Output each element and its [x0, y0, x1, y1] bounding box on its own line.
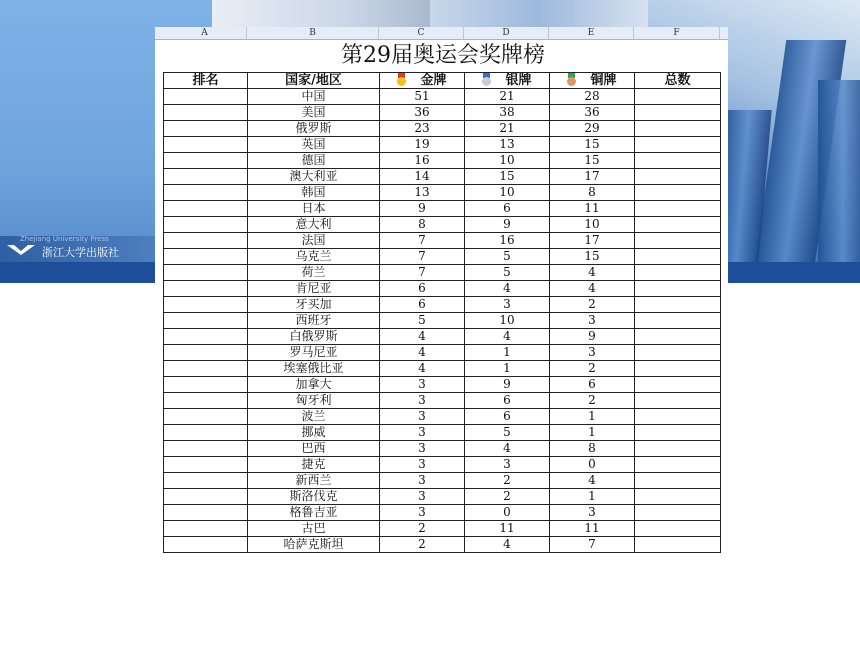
gold-cell[interactable]: 3: [380, 473, 465, 489]
total-cell[interactable]: [635, 313, 721, 329]
table-header-row: [164, 73, 721, 89]
silver-cell[interactable]: 11: [465, 521, 550, 537]
bronze-cell[interactable]: 11: [550, 521, 635, 537]
table-row: [164, 329, 721, 345]
table-row: [164, 489, 721, 505]
total-cell[interactable]: [635, 265, 721, 281]
rank-cell[interactable]: [164, 217, 248, 233]
medal-disc: [482, 77, 491, 86]
country-cell[interactable]: 哈萨克斯坦: [248, 537, 380, 553]
country-cell[interactable]: 美国: [248, 105, 380, 121]
header-silver-cell[interactable]: [465, 73, 550, 89]
rank-cell[interactable]: [164, 265, 248, 281]
country-cell[interactable]: 白俄罗斯: [248, 329, 380, 345]
rank-cell[interactable]: [164, 489, 248, 505]
total-cell[interactable]: [635, 377, 721, 393]
gold-cell[interactable]: 9: [380, 201, 465, 217]
country-cell[interactable]: 罗马尼亚: [248, 345, 380, 361]
country-cell[interactable]: 意大利: [248, 217, 380, 233]
bronze-cell[interactable]: 1: [550, 489, 635, 505]
total-cell[interactable]: [635, 329, 721, 345]
silver-cell[interactable]: 5: [465, 425, 550, 441]
table-row: [164, 153, 721, 169]
table-row: [164, 473, 721, 489]
header-gold-cell[interactable]: [380, 73, 465, 89]
bronze-cell[interactable]: 28: [550, 89, 635, 105]
bronze-cell[interactable]: 10: [550, 217, 635, 233]
country-cell[interactable]: 乌克兰: [248, 249, 380, 265]
bronze-medal-icon: [567, 73, 576, 86]
gold-cell[interactable]: 3: [380, 441, 465, 457]
gold-cell[interactable]: 19: [380, 137, 465, 153]
table-row: [164, 377, 721, 393]
bronze-cell[interactable]: 1: [550, 409, 635, 425]
header-bronze: 铜牌: [590, 73, 617, 88]
rank-cell[interactable]: [164, 89, 248, 105]
table-row: [164, 233, 721, 249]
silver-cell[interactable]: 0: [465, 505, 550, 521]
silver-cell[interactable]: 4: [465, 281, 550, 297]
table-row: [164, 425, 721, 441]
silver-cell[interactable]: 6: [465, 201, 550, 217]
silver-cell[interactable]: 2: [465, 473, 550, 489]
gold-cell[interactable]: 4: [380, 329, 465, 345]
silver-cell[interactable]: 1: [465, 345, 550, 361]
table-row: [164, 185, 721, 201]
country-cell[interactable]: 斯洛伐克: [248, 489, 380, 505]
header-gold: 金牌: [420, 73, 447, 88]
rank-cell[interactable]: [164, 121, 248, 137]
press-logo-icon: [6, 243, 36, 257]
total-cell[interactable]: [635, 233, 721, 249]
silver-cell[interactable]: 10: [465, 153, 550, 169]
total-cell[interactable]: [635, 153, 721, 169]
bronze-cell[interactable]: 17: [550, 169, 635, 185]
country-cell[interactable]: 新西兰: [248, 473, 380, 489]
gold-cell[interactable]: 4: [380, 345, 465, 361]
bronze-cell[interactable]: 15: [550, 153, 635, 169]
rank-cell[interactable]: [164, 345, 248, 361]
total-cell[interactable]: [635, 521, 721, 537]
bronze-cell[interactable]: 1: [550, 425, 635, 441]
rank-cell[interactable]: [164, 105, 248, 121]
silver-cell[interactable]: 3: [465, 457, 550, 473]
rank-cell[interactable]: [164, 281, 248, 297]
country-cell[interactable]: 法国: [248, 233, 380, 249]
bronze-cell[interactable]: 36: [550, 105, 635, 121]
rank-cell[interactable]: [164, 185, 248, 201]
bronze-cell[interactable]: 2: [550, 297, 635, 313]
gold-cell[interactable]: 3: [380, 393, 465, 409]
column-header-b[interactable]: B: [247, 27, 379, 39]
country-cell[interactable]: 荷兰: [248, 265, 380, 281]
gold-cell[interactable]: 6: [380, 281, 465, 297]
silver-cell[interactable]: 1: [465, 361, 550, 377]
country-cell[interactable]: 巴西: [248, 441, 380, 457]
table-row: [164, 169, 721, 185]
bronze-cell[interactable]: 29: [550, 121, 635, 137]
table-row: [164, 409, 721, 425]
header-silver: 银牌: [505, 73, 532, 88]
total-cell[interactable]: [635, 169, 721, 185]
spreadsheet: [155, 27, 728, 585]
bronze-cell[interactable]: 3: [550, 345, 635, 361]
total-cell[interactable]: [635, 505, 721, 521]
total-cell[interactable]: [635, 201, 721, 217]
silver-cell[interactable]: 4: [465, 441, 550, 457]
total-cell[interactable]: [635, 105, 721, 121]
header-total[interactable]: 总数: [635, 73, 721, 89]
table-row: [164, 361, 721, 377]
rank-cell[interactable]: [164, 153, 248, 169]
table-row: [164, 393, 721, 409]
rank-cell[interactable]: [164, 169, 248, 185]
rank-cell[interactable]: [164, 393, 248, 409]
table-row: [164, 505, 721, 521]
rank-cell[interactable]: [164, 297, 248, 313]
rank-cell[interactable]: [164, 137, 248, 153]
bronze-cell[interactable]: 2: [550, 393, 635, 409]
bronze-cell[interactable]: 0: [550, 457, 635, 473]
gold-cell[interactable]: 2: [380, 537, 465, 553]
gold-cell[interactable]: 16: [380, 153, 465, 169]
table-row: [164, 201, 721, 217]
medal-disc: [397, 77, 406, 86]
header-photo: [212, 0, 430, 30]
country-cell[interactable]: 澳大利亚: [248, 169, 380, 185]
bronze-cell[interactable]: 4: [550, 473, 635, 489]
table-row: [164, 313, 721, 329]
silver-cell[interactable]: 4: [465, 537, 550, 553]
silver-cell[interactable]: 10: [465, 313, 550, 329]
rank-cell[interactable]: [164, 233, 248, 249]
table-row: [164, 281, 721, 297]
silver-cell[interactable]: 6: [465, 409, 550, 425]
country-cell[interactable]: 韩国: [248, 185, 380, 201]
country-cell[interactable]: 肯尼亚: [248, 281, 380, 297]
silver-cell[interactable]: 4: [465, 329, 550, 345]
silver-cell[interactable]: 38: [465, 105, 550, 121]
rank-cell[interactable]: [164, 473, 248, 489]
table-row: [164, 537, 721, 553]
column-header-d[interactable]: D: [464, 27, 549, 39]
silver-cell[interactable]: 16: [465, 233, 550, 249]
silver-cell[interactable]: 21: [465, 89, 550, 105]
table-row: [164, 521, 721, 537]
total-cell[interactable]: [635, 137, 721, 153]
silver-cell[interactable]: 13: [465, 137, 550, 153]
gold-cell[interactable]: 3: [380, 425, 465, 441]
gold-cell[interactable]: 7: [380, 233, 465, 249]
total-cell[interactable]: [635, 217, 721, 233]
table-row: [164, 297, 721, 313]
table-row: [164, 441, 721, 457]
gold-cell[interactable]: 3: [380, 457, 465, 473]
total-cell[interactable]: [635, 441, 721, 457]
total-cell[interactable]: [635, 281, 721, 297]
rank-cell[interactable]: [164, 505, 248, 521]
rank-cell[interactable]: [164, 537, 248, 553]
column-header-a[interactable]: A: [163, 27, 247, 39]
total-cell[interactable]: [635, 393, 721, 409]
total-cell[interactable]: [635, 489, 721, 505]
silver-cell[interactable]: 6: [465, 393, 550, 409]
gold-cell[interactable]: 13: [380, 185, 465, 201]
gold-cell[interactable]: 7: [380, 249, 465, 265]
rank-cell[interactable]: [164, 201, 248, 217]
gold-cell[interactable]: 7: [380, 265, 465, 281]
bronze-cell[interactable]: 7: [550, 537, 635, 553]
table-row: [164, 137, 721, 153]
total-cell[interactable]: [635, 121, 721, 137]
rank-cell[interactable]: [164, 313, 248, 329]
silver-cell[interactable]: 9: [465, 217, 550, 233]
country-cell[interactable]: 埃塞俄比亚: [248, 361, 380, 377]
country-cell[interactable]: 西班牙: [248, 313, 380, 329]
bronze-cell[interactable]: 4: [550, 265, 635, 281]
table-row: [164, 105, 721, 121]
total-cell[interactable]: [635, 473, 721, 489]
header-photo: [430, 0, 648, 30]
rank-cell[interactable]: [164, 425, 248, 441]
table-row: [164, 265, 721, 281]
total-cell[interactable]: [635, 185, 721, 201]
country-cell[interactable]: 捷克: [248, 457, 380, 473]
gold-cell[interactable]: 51: [380, 89, 465, 105]
gold-cell[interactable]: 3: [380, 377, 465, 393]
bronze-cell[interactable]: 6: [550, 377, 635, 393]
table-row: [164, 89, 721, 105]
bronze-cell[interactable]: 9: [550, 329, 635, 345]
gold-cell[interactable]: 6: [380, 297, 465, 313]
silver-cell[interactable]: 9: [465, 377, 550, 393]
gold-cell[interactable]: 2: [380, 521, 465, 537]
gold-cell[interactable]: 36: [380, 105, 465, 121]
total-cell[interactable]: [635, 89, 721, 105]
silver-cell[interactable]: 3: [465, 297, 550, 313]
country-cell[interactable]: 俄罗斯: [248, 121, 380, 137]
medal-disc: [567, 77, 576, 86]
column-header-c[interactable]: C: [379, 27, 464, 39]
bronze-cell[interactable]: 3: [550, 505, 635, 521]
bronze-cell[interactable]: 15: [550, 249, 635, 265]
logo-subtext: Zhejiang University Press: [20, 235, 109, 243]
gold-cell[interactable]: 3: [380, 489, 465, 505]
header-rank[interactable]: 排名: [164, 73, 248, 89]
country-cell[interactable]: 挪威: [248, 425, 380, 441]
gold-cell[interactable]: 5: [380, 313, 465, 329]
rank-cell[interactable]: [164, 441, 248, 457]
rank-cell[interactable]: [164, 521, 248, 537]
bronze-cell[interactable]: 3: [550, 313, 635, 329]
total-cell[interactable]: [635, 425, 721, 441]
country-cell[interactable]: 中国: [248, 89, 380, 105]
total-cell[interactable]: [635, 249, 721, 265]
silver-cell[interactable]: 5: [465, 265, 550, 281]
bronze-cell[interactable]: 2: [550, 361, 635, 377]
bronze-cell[interactable]: 4: [550, 281, 635, 297]
rank-cell[interactable]: [164, 361, 248, 377]
table-row: [164, 457, 721, 473]
bronze-cell[interactable]: 8: [550, 441, 635, 457]
total-cell[interactable]: [635, 537, 721, 553]
table-row: [164, 121, 721, 137]
bronze-cell[interactable]: 8: [550, 185, 635, 201]
gold-cell[interactable]: 14: [380, 169, 465, 185]
gold-cell[interactable]: 3: [380, 505, 465, 521]
sheet-title: 第29届奥运会奖牌榜: [341, 43, 545, 68]
total-cell[interactable]: [635, 297, 721, 313]
total-cell[interactable]: [635, 361, 721, 377]
country-cell[interactable]: 日本: [248, 201, 380, 217]
rank-cell[interactable]: [164, 377, 248, 393]
silver-cell[interactable]: 5: [465, 249, 550, 265]
rank-cell[interactable]: [164, 409, 248, 425]
silver-cell[interactable]: 10: [465, 185, 550, 201]
country-cell[interactable]: 波兰: [248, 409, 380, 425]
table-row: [164, 249, 721, 265]
bronze-cell[interactable]: 11: [550, 201, 635, 217]
country-cell[interactable]: 古巴: [248, 521, 380, 537]
logo-text: 浙江大学出版社: [42, 246, 119, 259]
country-cell[interactable]: 牙买加: [248, 297, 380, 313]
gold-cell[interactable]: 23: [380, 121, 465, 137]
rank-cell[interactable]: [164, 329, 248, 345]
rank-cell[interactable]: [164, 249, 248, 265]
table-row: [164, 345, 721, 361]
silver-cell[interactable]: 15: [465, 169, 550, 185]
gold-medal-icon: [397, 73, 406, 86]
column-header-f[interactable]: F: [634, 27, 720, 39]
silver-medal-icon: [482, 73, 491, 86]
table-row: [164, 217, 721, 233]
gold-cell[interactable]: 8: [380, 217, 465, 233]
bronze-cell[interactable]: 17: [550, 233, 635, 249]
total-cell[interactable]: [635, 409, 721, 425]
silver-cell[interactable]: 21: [465, 121, 550, 137]
country-cell[interactable]: 格鲁吉亚: [248, 505, 380, 521]
header-country[interactable]: 国家/地区: [248, 73, 380, 89]
column-headers: [155, 27, 728, 40]
gold-cell[interactable]: 4: [380, 361, 465, 377]
total-cell[interactable]: [635, 345, 721, 361]
medal-table: [163, 72, 721, 553]
header-bronze-cell[interactable]: [550, 73, 635, 89]
total-cell[interactable]: [635, 457, 721, 473]
country-cell[interactable]: 匈牙利: [248, 393, 380, 409]
country-cell[interactable]: 英国: [248, 137, 380, 153]
bronze-cell[interactable]: 15: [550, 137, 635, 153]
gold-cell[interactable]: 3: [380, 409, 465, 425]
country-cell[interactable]: 德国: [248, 153, 380, 169]
column-header-e[interactable]: E: [549, 27, 634, 39]
country-cell[interactable]: 加拿大: [248, 377, 380, 393]
silver-cell[interactable]: 2: [465, 489, 550, 505]
rank-cell[interactable]: [164, 457, 248, 473]
